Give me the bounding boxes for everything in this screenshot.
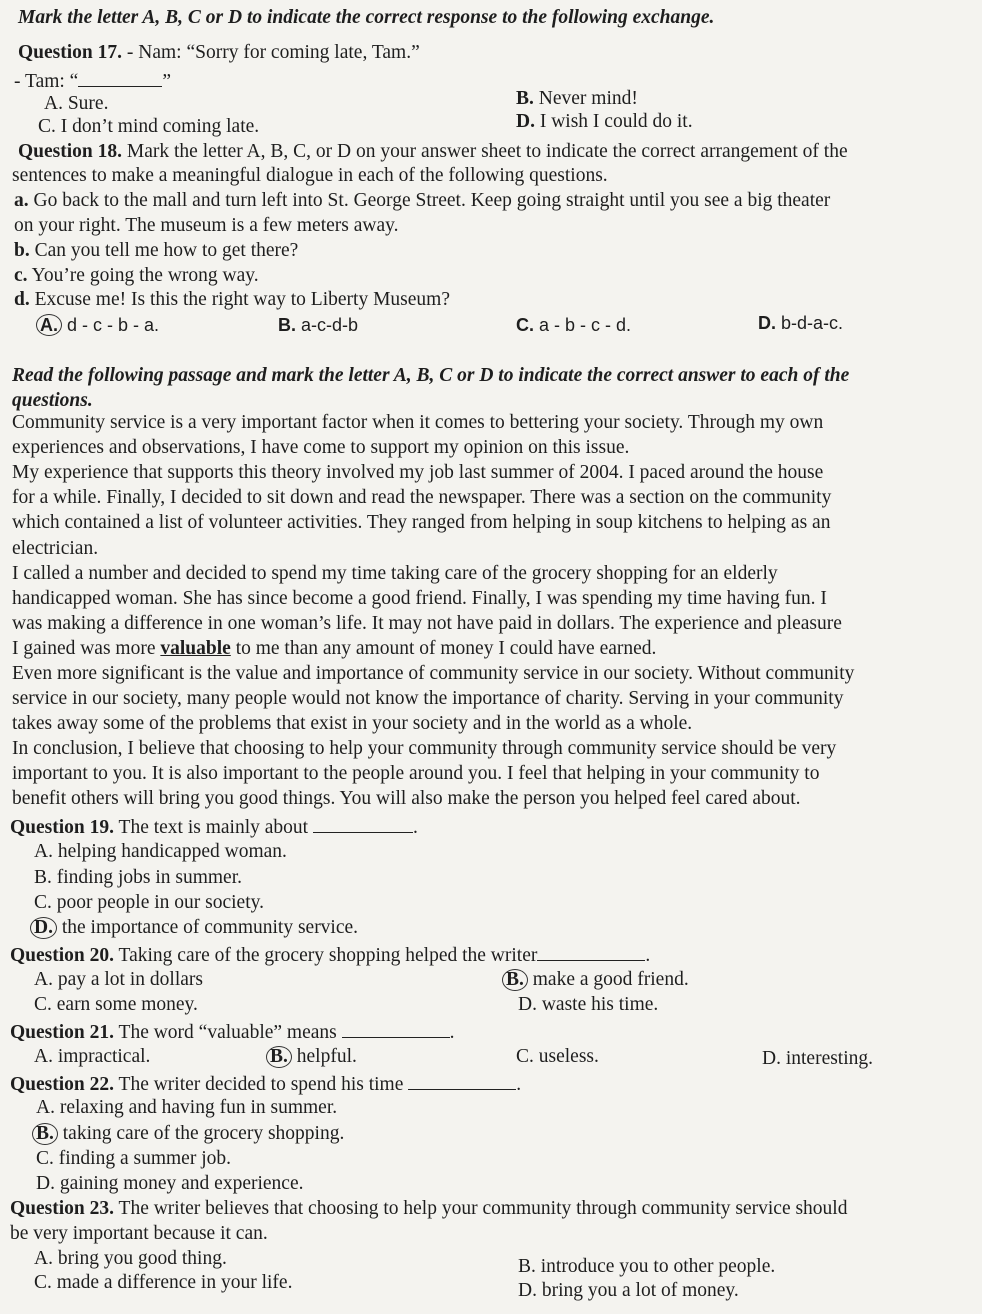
passage-line: service in our society, many people would not know the importance of charity. Serving in your community: [12, 688, 844, 709]
q18-option-a: [36, 313, 159, 337]
answer-blank: [342, 1019, 450, 1038]
question-18-text: Mark the letter A, B, C, or D on your answer sheet to indicate the correct arrangement of the: [122, 141, 848, 162]
q17-option-b-text: Never mind!: [533, 88, 638, 109]
question-23-text-2: be very important because it can.: [10, 1223, 268, 1244]
q18-option-d: [758, 311, 843, 335]
q19-option-d-text: the importance of community service.: [56, 917, 359, 938]
q18-option-b-letter: B.: [278, 315, 296, 335]
question-19-label: Question 19.: [10, 817, 115, 838]
sentence-c: [14, 264, 259, 288]
passage-text: to me than any amount of money I could have earned.: [230, 638, 657, 659]
passage-line: benefit others will bring you good things. You will also make the person you helped feel cared about.: [12, 788, 801, 809]
q18-option-b-text: a-c-d-b: [296, 315, 359, 335]
question-17-prompt: - Nam: “Sorry for coming late, Tam.”: [122, 42, 420, 63]
q19-option-c: C. poor people in our society.: [34, 892, 264, 913]
q19-option-b: B. finding jobs in summer.: [34, 867, 243, 888]
passage-line: I called a number and decided to spend my time taking care of the grocery shopping for an elderly: [12, 563, 778, 584]
highlighted-word-valuable: valuable: [160, 638, 231, 659]
answer-blank: [408, 1071, 516, 1090]
passage-line: In conclusion, I believe that choosing to help your community through community service should be very: [12, 738, 837, 759]
q20-option-c: C. earn some money.: [34, 994, 198, 1015]
q19-option-d-letter: D.: [30, 917, 57, 939]
passage-text: I gained was more: [12, 638, 161, 659]
q17-option-c: C. I don’t mind coming late.: [38, 116, 260, 137]
q17-option-d: [516, 110, 693, 134]
passage-line: handicapped woman. She has since become a good friend. Finally, I was spending my time having fun. I: [12, 588, 827, 609]
question-23: [10, 1197, 847, 1221]
tam-open: - Tam: “: [14, 71, 79, 92]
sentence-a-cont: on your right. The museum is a few meters away.: [14, 215, 399, 236]
q18-option-c-text: a - b - c - d.: [534, 315, 632, 335]
sentence-d-text: Excuse me! Is this the right way to Liberty Museum?: [29, 289, 450, 310]
period: .: [645, 945, 651, 966]
question-18-text-2: sentences to make a meaningful dialogue in each of the following questions.: [12, 165, 608, 186]
sentence-a-letter: a.: [14, 190, 29, 211]
question-21-text: The word “valuable” means: [114, 1022, 337, 1043]
q19-option-d: [30, 916, 358, 940]
question-22-text: The writer decided to spend his time: [114, 1074, 404, 1095]
passage-line: which contained a list of volunteer activities. They ranged from helping in soup kitchens to helping as an: [12, 512, 831, 533]
sentence-c-text: You’re going the wrong way.: [27, 265, 259, 286]
question-19: [10, 814, 418, 840]
q20-option-b-text: make a good friend.: [527, 969, 689, 990]
question-17-tam-line: [14, 68, 171, 94]
passage-line: [12, 637, 656, 661]
passage-line: for a while. Finally, I decided to sit down and read the newspaper. There was a section on the community: [12, 487, 832, 508]
q23-option-b: B. introduce you to other people.: [518, 1256, 776, 1277]
question-21-label: Question 21.: [10, 1022, 115, 1043]
sentence-a: [14, 189, 830, 213]
q22-option-b-text: taking care of the grocery shopping.: [57, 1123, 345, 1144]
question-21: [10, 1019, 454, 1045]
passage-line: electrician.: [12, 538, 99, 559]
passage-line: Even more significant is the value and importance of community service in our society. Without community: [12, 663, 855, 684]
question-18: [18, 140, 848, 164]
sentence-c-letter: c.: [14, 265, 28, 286]
passage-line: was making a difference in one woman’s life. It may not have paid in dollars. The experience and pleasure: [12, 613, 842, 634]
q17-option-a: A. Sure.: [44, 93, 109, 114]
instruction-exchange: Mark the letter A, B, C or D to indicate the correct response to the following exchange.: [18, 7, 715, 28]
sentence-d-letter: d.: [14, 289, 30, 310]
question-17-label: Question 17.: [18, 42, 123, 63]
q18-option-a-letter: A.: [36, 314, 62, 336]
passage-line: My experience that supports this theory involved my job last summer of 2004. I paced around the house: [12, 462, 824, 483]
q22-option-a: A. relaxing and having fun in summer.: [36, 1097, 338, 1118]
question-22-label: Question 22.: [10, 1074, 115, 1095]
q18-option-b: [278, 313, 358, 337]
answer-blank: [537, 942, 645, 961]
tam-close: ”: [162, 71, 171, 92]
answer-blank: [78, 68, 162, 87]
q21-option-b: [266, 1045, 357, 1069]
q17-option-d-text: I wish I could do it.: [534, 111, 693, 132]
passage-line: takes away some of the problems that exist in your society and in the world as a whole.: [12, 713, 693, 734]
q17-option-b: [516, 87, 638, 111]
q20-option-b: [502, 968, 689, 992]
q17-option-d-letter: D.: [516, 111, 535, 132]
passage-line: important to you. It is also important to the people around you. I feel that helping in your community to: [12, 763, 820, 784]
q18-option-c: [516, 313, 631, 337]
q20-option-b-letter: B.: [502, 969, 528, 991]
q18-option-d-letter: D.: [758, 313, 776, 333]
question-22: [10, 1071, 521, 1097]
instruction-reading-2: questions.: [12, 390, 93, 411]
q20-option-a: A. pay a lot in dollars: [34, 969, 203, 990]
q17-option-b-letter: B.: [516, 88, 534, 109]
question-20: [10, 942, 650, 968]
answer-blank: [313, 814, 413, 833]
q20-option-d: D. waste his time.: [518, 994, 659, 1015]
passage-line: Community service is a very important factor when it comes to bettering your society. Through my own: [12, 412, 824, 433]
sentence-b-text: Can you tell me how to get there?: [29, 240, 299, 261]
q19-option-a: A. helping handicapped woman.: [34, 841, 287, 862]
sentence-b-letter: b.: [14, 240, 30, 261]
sentence-d: [14, 288, 450, 312]
period: .: [516, 1074, 522, 1095]
question-23-label: Question 23.: [10, 1198, 115, 1219]
q18-option-c-letter: C.: [516, 315, 534, 335]
q22-option-b-letter: B.: [32, 1123, 58, 1145]
period: .: [449, 1022, 455, 1043]
q18-option-a-text: d - c - b - a.: [62, 315, 160, 335]
q21-option-c: C. useless.: [516, 1046, 599, 1067]
q21-option-b-letter: B.: [266, 1046, 292, 1068]
q23-option-a: A. bring you good thing.: [34, 1248, 227, 1269]
sentence-b: [14, 239, 298, 263]
q22-option-b: [32, 1122, 344, 1146]
q23-option-c: C. made a difference in your life.: [34, 1272, 293, 1293]
question-20-text: Taking care of the grocery shopping helped the writer: [114, 945, 538, 966]
instruction-reading: Read the following passage and mark the letter A, B, C or D to indicate the correct answer to each of the: [12, 365, 850, 386]
passage-line: experiences and observations, I have come to support my opinion on this issue.: [12, 437, 630, 458]
question-18-label: Question 18.: [18, 141, 123, 162]
question-17: [18, 41, 420, 65]
q21-option-d: D. interesting.: [762, 1048, 874, 1069]
q21-option-b-text: helpful.: [291, 1046, 357, 1067]
question-19-text: The text is mainly about: [114, 817, 309, 838]
question-20-label: Question 20.: [10, 945, 115, 966]
q18-option-d-text: b-d-a-c.: [776, 313, 844, 333]
q21-option-a: A. impractical.: [34, 1046, 151, 1067]
q22-option-c: C. finding a summer job.: [36, 1148, 231, 1169]
sentence-a-text: Go back to the mall and turn left into St. George Street. Keep going straight until you see a big theater: [28, 190, 831, 211]
q23-option-d: D. bring you a lot of money.: [518, 1280, 739, 1301]
question-23-text: The writer believes that choosing to help your community through community service should: [114, 1198, 848, 1219]
period: .: [412, 817, 418, 838]
q22-option-d: D. gaining money and experience.: [36, 1173, 304, 1194]
